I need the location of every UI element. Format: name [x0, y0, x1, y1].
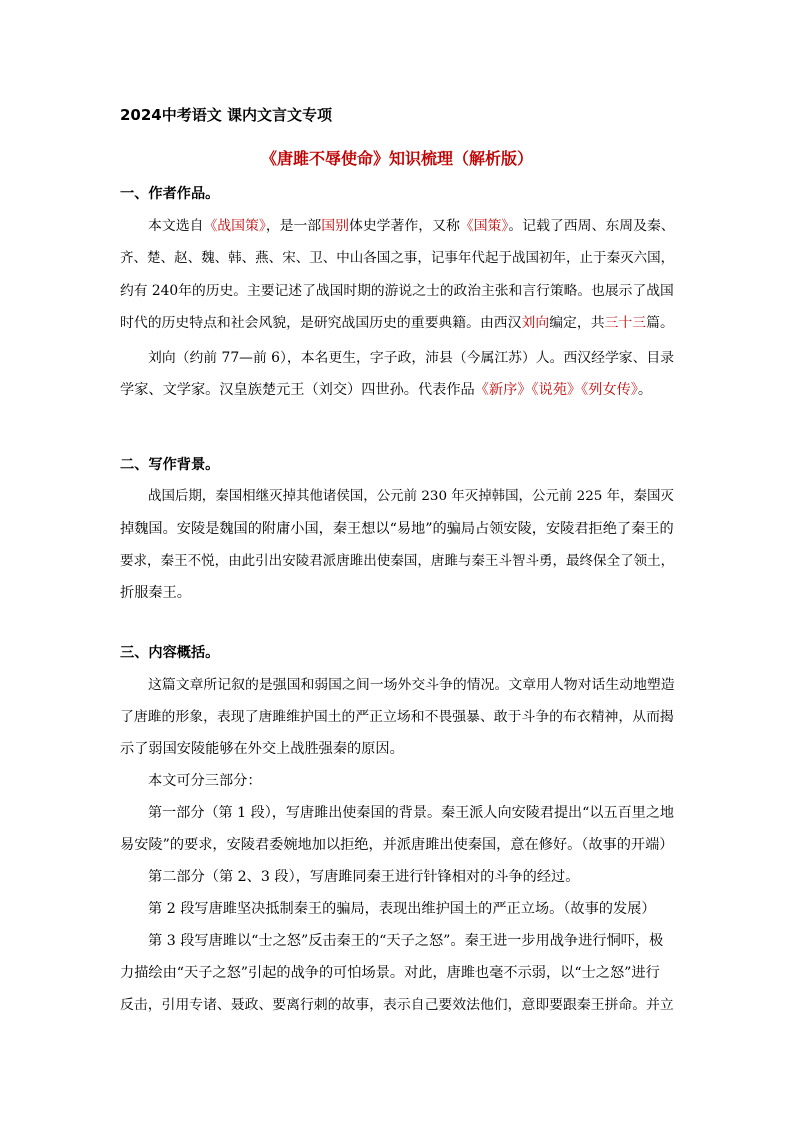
highlight-text: 《说苑》 [531, 382, 582, 398]
paragraph-line: 刘向（约前 77—前 6），本名更生，字子政，沛县（今属江苏）人。西汉经学家、目录 [148, 350, 675, 366]
doc-subject-line: 2024中考语文 课内文言文专项 [120, 106, 332, 124]
highlight-text: 刘向 [521, 315, 550, 331]
highlight-text: 三十三 [604, 315, 647, 331]
paragraph-line: 第二部分（第 2、3 段），写唐雎同秦王进行针锋相对的斗争的经过。 [148, 869, 580, 885]
paragraph-line: 反击，引用专诸、聂政、要离行刺的故事，表示自己要效法他们，意即要跟秦王拼命。并立 [120, 997, 674, 1013]
paragraph-line: 折服秦王。 [120, 585, 191, 601]
highlight-text: 《战国策》 [203, 218, 266, 234]
page-title: 《唐雎不辱使命》知识梳理（解析版） [260, 149, 533, 168]
paragraph-line: 示了弱国安陵能够在外交上战胜强秦的原因。 [120, 741, 404, 757]
paragraph-line: 时代的历史特点和社会风貌，是研究战国历史的重要典籍。由西汉刘向编定，共三十三篇。 [120, 315, 674, 331]
paragraph-line: 力描绘由“天子之怒”引起的战争的可怕场景。对此，唐雎也毫不示弱，以“士之怒”进行 [120, 965, 660, 981]
paragraph-line: 本文选自《战国策》，是一部国别体史学著作，又称《国策》。记载了西周、东周及秦、 [148, 218, 675, 234]
highlight-text: 国别 [321, 218, 349, 234]
paragraph-line: 战国后期，秦国相继灭掉其他诸侯国，公元前 230 年灭掉韩国，公元前 225 年，秦国灭 [148, 489, 674, 504]
paragraph-line: 第 3 段写唐雎以“士之怒”反击秦王的“天子之怒”。秦王进一步用战争进行恫吓，极 [148, 933, 664, 949]
paragraph-line: 了唐雎的形象，表现了唐雎维护国土的严正立场和不畏强暴、敢于斗争的布衣精神，从而揭 [120, 709, 674, 725]
highlight-text: 《新序》 [474, 382, 532, 398]
paragraph-line: 易安陵”的要求，安陵君委婉地加以拒绝，并派唐雎出使秦国，意在修好。（故事的开端） [120, 837, 674, 853]
paragraph-line: 本文可分三部分： [148, 773, 262, 789]
section-heading-summary: 三、内容概括。 [120, 645, 220, 661]
paragraph-line: 约有 240年的历史。主要记述了战国时期的游说之士的政治主张和言行策略。也展示了战国 [120, 283, 674, 299]
paragraph-line: 这篇文章所记叙的是强国和弱国之间一场外交斗争的情况。文章用人物对话生动地塑造 [148, 677, 675, 693]
paragraph-line: 齐、楚、赵、魏、韩、燕、宋、卫、中山各国之事，记事年代起于战国初年，止于秦灭六国， [120, 250, 675, 266]
paragraph-line: 第一部分（第 1 段），写唐雎出使秦国的背景。秦王派人向安陵君提出“以五百里之地 [148, 805, 675, 821]
highlight-text: 《国策》 [459, 218, 509, 234]
paragraph-line: 要求，秦王不悦，由此引出安陵君派唐雎出使秦国，唐雎与秦王斗智斗勇，最终保全了领土， [120, 553, 675, 569]
section-heading-author: 一、作者作品。 [120, 186, 220, 202]
section-heading-background: 二、写作背景。 [120, 457, 220, 473]
paragraph-line: 学家、文学家。汉皇族楚元王（刘交）四世孙。代表作品《新序》《说苑》《列女传》。 [120, 382, 653, 398]
highlight-text: 《列女传》 [581, 382, 638, 398]
paragraph-line: 第 2 段写唐雎坚决抵制秦王的骗局，表现出维护国土的严正立场。（故事的发展） [148, 901, 656, 917]
paragraph-line: 掉魏国。安陵是魏国的附庸小国，秦王想以“易地”的骗局占领安陵，安陵君拒绝了秦王的 [120, 521, 674, 537]
